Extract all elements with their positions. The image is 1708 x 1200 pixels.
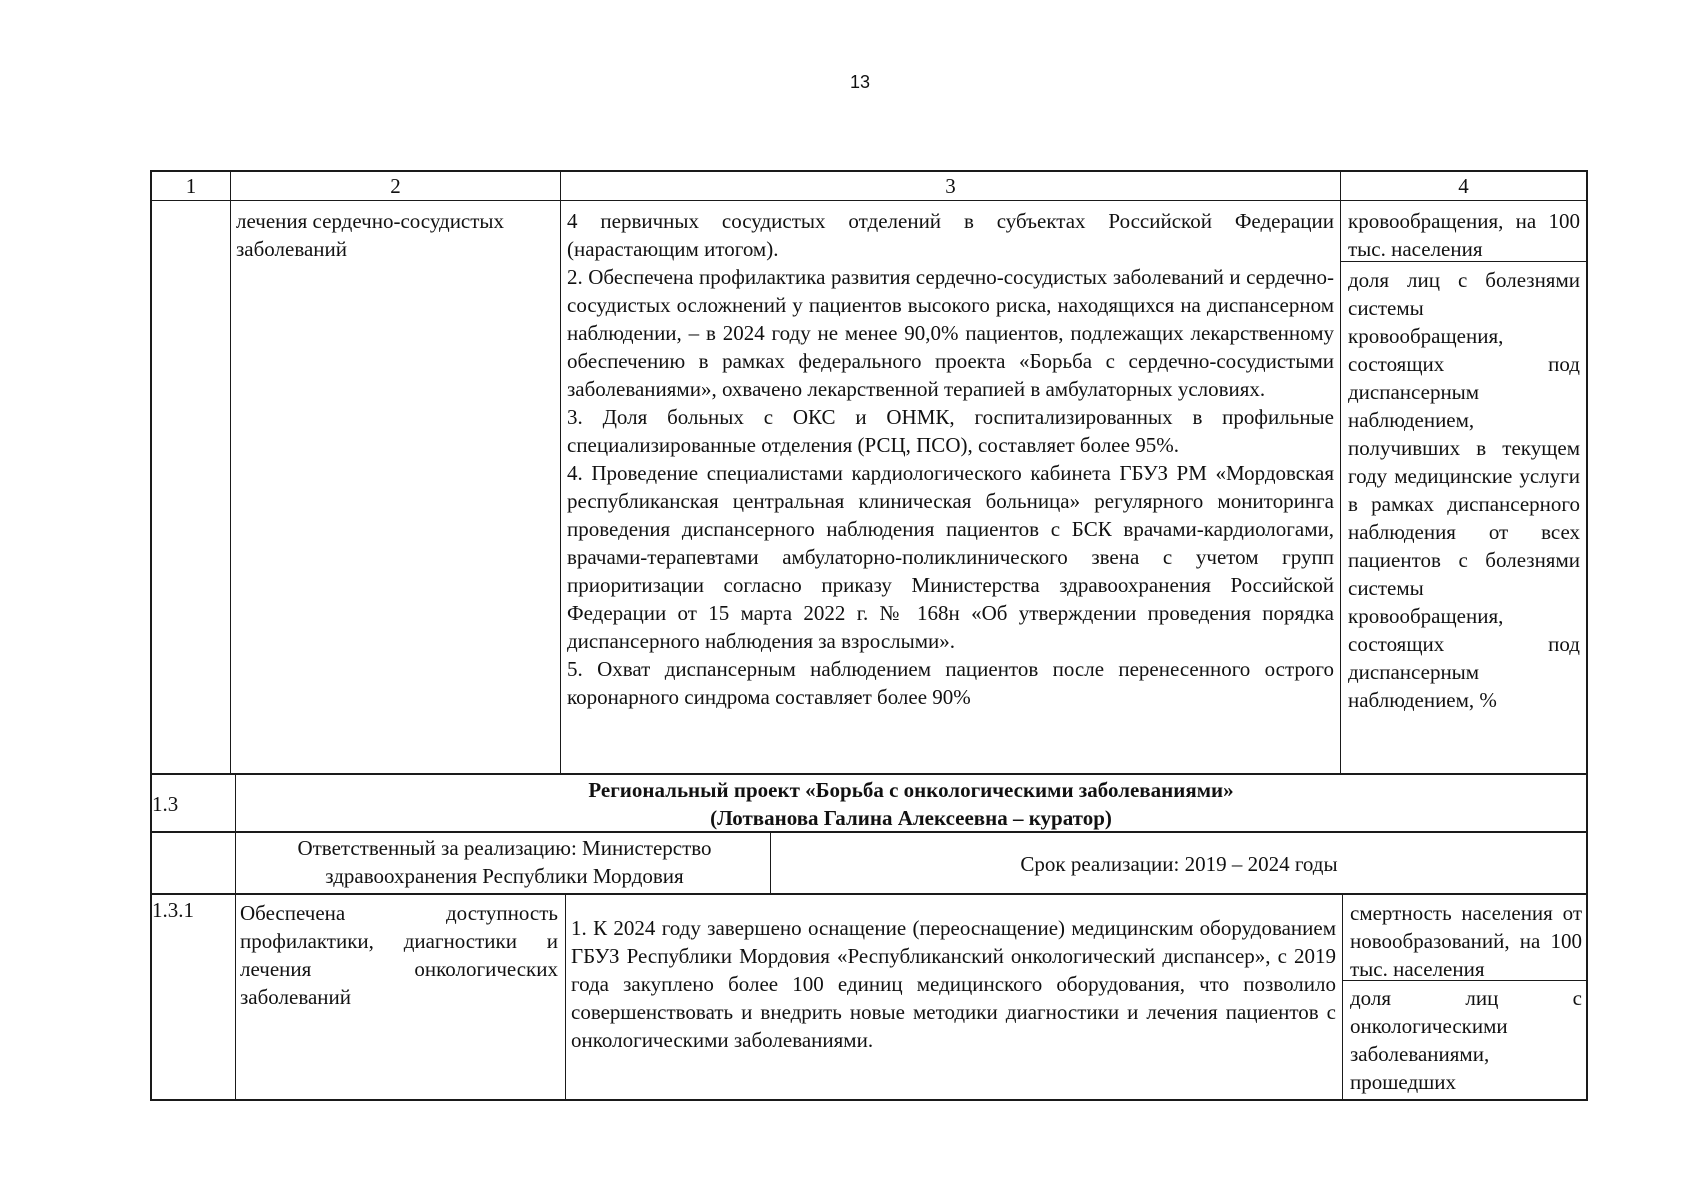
table-border-bottom: [150, 1099, 1588, 1101]
implementation-period: Срок реализации: 2019 – 2024 годы: [1020, 852, 1338, 876]
header-col-1: 1: [185, 174, 197, 198]
cont-col-3-para-3: 3. Доля больных с ОКС и ОНМК, госпитализированных в профильные специализированные отделения (РСЦ, ПСО), составляет более 95%.: [567, 405, 1334, 457]
cont-col-2: лечения сердечно-сосудистых заболеваний: [236, 209, 505, 261]
header-col-2: 2: [390, 174, 401, 198]
table-border-left: [150, 170, 152, 1101]
row-131-number: 1.3.1: [152, 898, 194, 922]
row-divider-3: [150, 893, 1588, 895]
responsible-label: Ответственный за реализацию: Министерство здравоохранения Республики Мордовия: [297, 836, 712, 888]
row-131-col-3: 1. К 2024 году завершено оснащение (переоснащение) медицинским оборудованием ГБУЗ Республики Мордовия «Республиканский онкологический диспансер», с 2019 года закуплено более 100 единиц медицинского оборудования, что позволило совершенствовать и внедрить новые методики диагностики и лечения пациентов с онкологическими заболеваниями.: [571, 916, 1336, 1052]
cont-col-3-para-4: 4. Проведение специалистами кардиологического кабинета ГБУЗ РМ «Мордовская республиканская центральная клиническая больница» регулярного мониторинга проведения диспансерного наблюдения пациентов с БСК врачами-кардиологами, врачами-терапевтами амбулаторно-поликлинического звена с учетом групп приоритизации согласно приказу Министерства здравоохранения Российской Федерации от 15 марта 2022 г. № 168н «Об утверждении проведения порядка диспансерного наблюдения за взрослыми».: [567, 461, 1334, 653]
cont-col-4-b: доля лиц с болезнями системы кровообращения, состоящих под диспансерным наблюдением, получивших в текущем году медицинские услуги в рамках диспансерного наблюдения от всех пациентов с болезнями системы кровообращения, состоящих под диспансерным наблюдением, %: [1348, 268, 1580, 712]
cont-col-3-para-2: 2. Обеспечена профилактика развития сердечно-сосудистых заболеваний и сердечно-сосудистых осложнений у пациентов высокого риска, находящихся на диспансерном наблюдении, – в 2024 году не менее 90,0% пациентов, подлежащих лекарственному обеспечению в рамках федерального проекта «Борьба с сердечно-сосудистыми заболеваниями», охвачено лекарственной терапией в амбулаторных условиях.: [567, 265, 1334, 401]
section-curator: (Лотванова Галина Алексеевна – куратор): [710, 806, 1112, 830]
col-divider-2: [560, 170, 561, 773]
header-col-3: 3: [945, 174, 956, 198]
col-divider-3b: [1342, 893, 1343, 1101]
header-col-4: 4: [1458, 174, 1469, 198]
table-border-right: [1586, 170, 1588, 1101]
page-number: 13: [849, 72, 871, 92]
col-divider-2c: [565, 893, 566, 1101]
row-131-col-2: Обеспечена доступность профилактики, диагностики и лечения онкологических заболеваний: [240, 901, 558, 1009]
cont-col-3: [567, 207, 1334, 711]
cont-col-3-para-1: 4 первичных сосудистых отделений в субъектах Российской Федерации (нарастающим итогом).: [567, 209, 1334, 261]
col-divider-1: [230, 170, 231, 773]
col-divider-3: [1340, 170, 1341, 773]
row-131-col-4-b: доля лиц с онкологическими заболеваниями, прошедших: [1350, 986, 1582, 1094]
row-131-col-4-a: смертность населения от новообразований, на 100 тыс. населения: [1350, 901, 1582, 981]
section-number: 1.3: [152, 792, 179, 816]
section-title: Региональный проект «Борьба с онкологическими заболеваниями»: [588, 778, 1234, 802]
header-divider: [150, 200, 1588, 201]
row-divider-1: [150, 773, 1588, 775]
col-divider-2b: [770, 831, 771, 893]
cont-col-3-para-5: 5. Охват диспансерным наблюдением пациентов после перенесенного острого коронарного синдрома составляет более 90%: [567, 657, 1334, 709]
cont-col-4-a: кровообращения, на 100 тыс. населения: [1348, 209, 1580, 261]
